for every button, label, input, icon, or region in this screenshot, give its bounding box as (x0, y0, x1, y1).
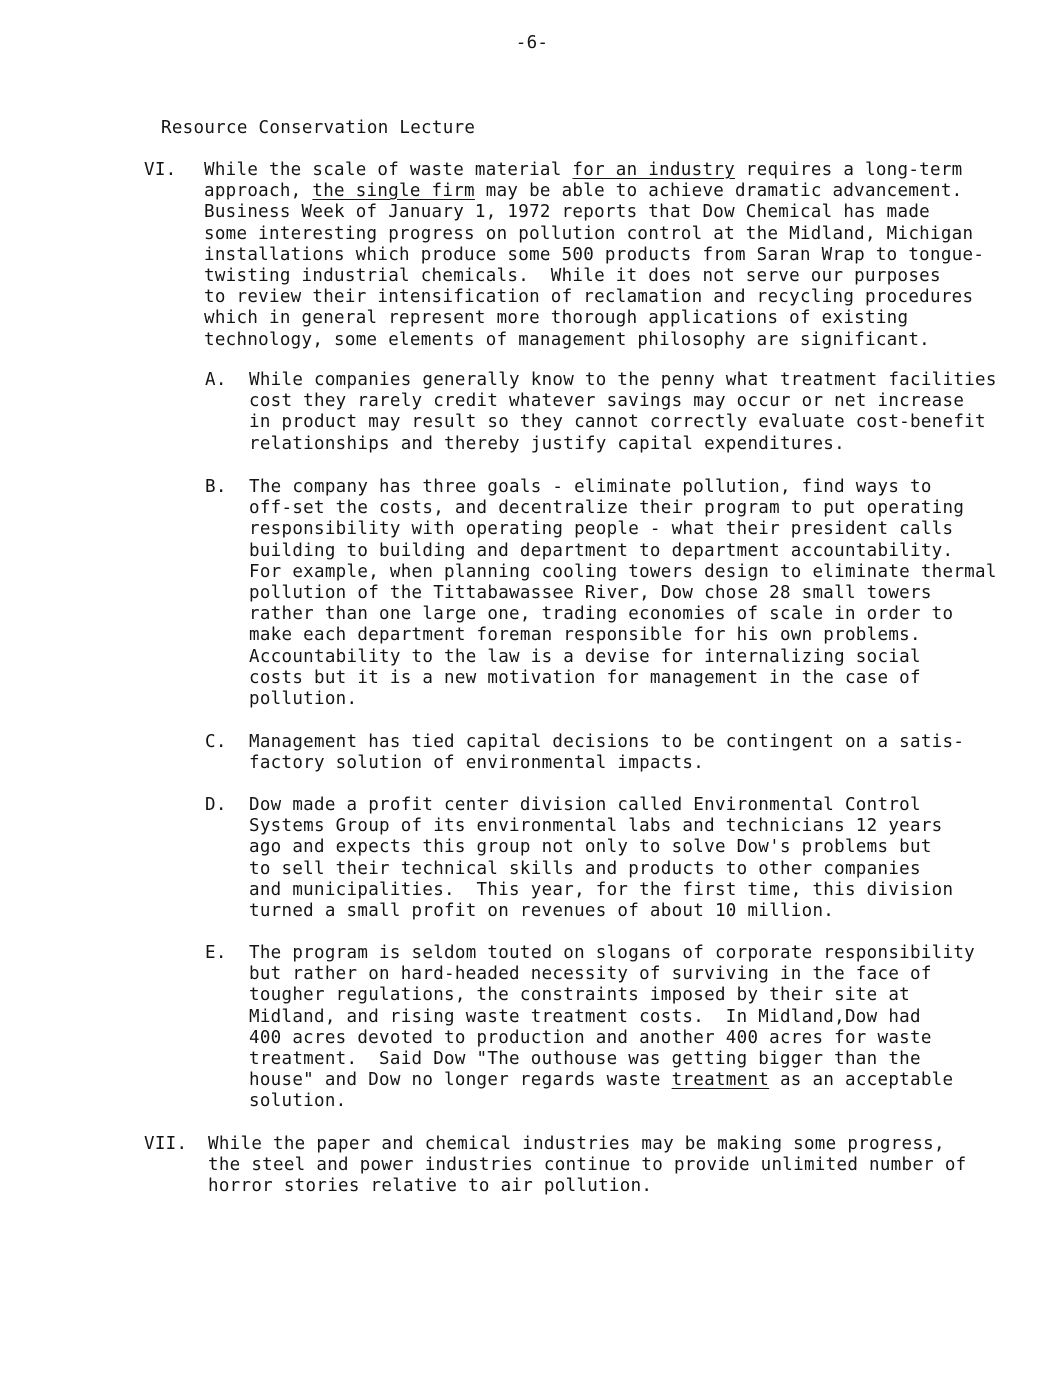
text-line: treatment. Said Dow "The outhouse was getting bigger than the (249, 1049, 921, 1070)
text-line: costs but it is a new motivation for management in the case of (249, 667, 921, 688)
section-vii-body (208, 1134, 1044, 1198)
text-line: relationships and thereby justify capital expenditures. (249, 433, 845, 454)
text-line: to sell their technical skills and products to other companies (249, 858, 921, 879)
item-e-label: E. (205, 943, 227, 963)
running-head: Resource Conservation Lecture (161, 118, 476, 138)
text-line: responsibility with operating people - what their president calls (249, 519, 954, 540)
text-line: 400 acres devoted to production and another 400 acres for waste (249, 1027, 932, 1048)
item-e-text (249, 943, 1005, 1113)
text-line: approach, the single firm may be able to achieve dramatic advancement. (204, 181, 963, 202)
text-line: ago and expects this group not only to solve Dow's problems but (249, 837, 932, 858)
text-line: turned a small profit on revenues of about 10 million. (249, 901, 835, 922)
text-line: Management has tied capital decisions to be contingent on a satis- (249, 732, 965, 752)
text-line: While companies generally know to the penny what treatment facilities (249, 370, 997, 390)
text-line: twisting industrial chemicals. While it does not serve our purposes (204, 266, 941, 287)
text-line: Midland, and rising waste treatment costs. In Midland,Dow had (249, 1006, 921, 1027)
text-line: in product may result so they cannot correctly evaluate cost-benefit (249, 412, 986, 433)
item-d-label: D. (205, 795, 227, 815)
item-a (205, 370, 1005, 455)
text-line: While the paper and chemical industries may be making some progress, (208, 1134, 945, 1154)
item-a-text (249, 370, 1005, 455)
item-c-label: C. (205, 732, 227, 752)
text-line: technology, some elements of management philosophy are significant. (204, 329, 931, 350)
item-b (205, 477, 1005, 710)
item-b-text (249, 477, 1005, 710)
text-line: tougher regulations, the constraints imposed by their site at (249, 985, 910, 1006)
text-line: horror stories relative to air pollution. (208, 1176, 653, 1197)
text-line: to review their intensification of reclamation and recycling procedures (204, 287, 974, 308)
item-c (205, 732, 1005, 774)
item-a-label: A. (205, 370, 227, 390)
section-vi-body (204, 160, 1044, 351)
item-d (205, 795, 1005, 922)
text-line: While the scale of waste material for an industry requires a long-term (204, 160, 963, 180)
section-vii (144, 1134, 1044, 1198)
text-line: make each department foreman responsible for his own problems. (249, 625, 921, 646)
text-line: The company has three goals - eliminate pollution, find ways to (249, 477, 932, 497)
text-line: off-set the costs, and decentralize their program to put operating (249, 498, 965, 519)
text-line: Business Week of January 1, 1972 reports that Dow Chemical has made (204, 202, 931, 223)
text-line: factory solution of environmental impacts. (249, 753, 705, 774)
section-vi (144, 160, 1044, 351)
text-line: which in general represent more thorough applications of existing (204, 308, 909, 329)
item-b-label: B. (205, 477, 227, 497)
section-vi-label: VI. (144, 160, 177, 180)
item-e (205, 943, 1005, 1113)
text-line: some interesting progress on pollution control at the Midland, Michigan (204, 223, 974, 244)
page-number: -6- (515, 33, 549, 53)
text-line: rather than one large one, trading economies of scale in order to (249, 604, 954, 625)
text-line: but rather on hard-headed necessity of surviving in the face of (249, 964, 932, 985)
text-line: cost they rarely credit whatever savings may occur or net increase (249, 391, 965, 412)
section-vii-label: VII. (144, 1134, 188, 1154)
text-line: the steel and power industries continue to provide unlimited number of (208, 1155, 967, 1176)
text-line: Dow made a profit center division called Environmental Control (249, 795, 921, 815)
text-line: Accountability to the law is a devise for internalizing social (249, 646, 921, 667)
text-line: house" and Dow no longer regards waste treatment as an acceptable (249, 1070, 954, 1091)
text-line: building to building and department to department accountability. (249, 540, 954, 561)
text-line: and municipalities. This year, for the first time, this division (249, 879, 954, 900)
text-line: Systems Group of its environmental labs and technicians 12 years (249, 816, 943, 837)
text-line: pollution. (249, 689, 358, 710)
text-line: installations which produce some 500 products from Saran Wrap to tongue- (204, 244, 985, 265)
item-d-text (249, 795, 1005, 922)
text-line: For example, when planning cooling towers design to eliminate thermal (249, 561, 997, 582)
item-c-text (249, 732, 1005, 774)
text-line: solution. (249, 1091, 347, 1112)
text-line: pollution of the Tittabawassee River, Dow chose 28 small towers (249, 583, 932, 604)
text-line: The program is seldom touted on slogans of corporate responsibility (249, 943, 976, 963)
